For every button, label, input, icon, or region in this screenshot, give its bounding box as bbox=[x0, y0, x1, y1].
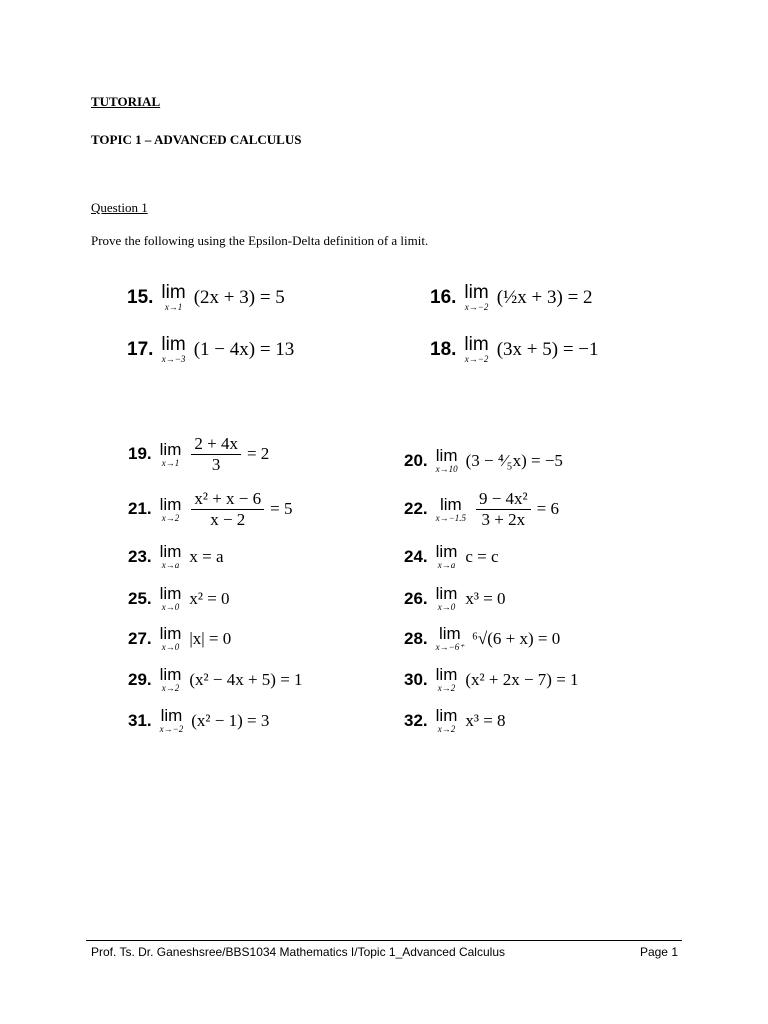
problem-21 bbox=[128, 489, 292, 529]
problem-number: 20. bbox=[404, 450, 428, 470]
limit-expression: x² = 0 bbox=[189, 588, 230, 608]
problem-number: 25. bbox=[128, 588, 152, 608]
problem-number: 32. bbox=[404, 710, 428, 730]
problem-number: 23. bbox=[128, 546, 152, 566]
limit-expression: (1 − 4x) = 13 bbox=[193, 338, 295, 360]
limit-operator: lim x→−1.5 bbox=[435, 494, 466, 523]
limit-operator: lim x→1 bbox=[159, 439, 182, 468]
topic-heading: TOPIC 1 – ADVANCED CALCULUS bbox=[91, 132, 302, 147]
problem-number: 26. bbox=[404, 588, 428, 608]
limit-operator: lim x→a bbox=[159, 542, 182, 570]
question-label: Question 1 bbox=[91, 200, 148, 215]
tutorial-heading: TUTORIAL bbox=[91, 94, 161, 109]
limit-operator: lim x→−2 bbox=[464, 334, 489, 364]
problem-27 bbox=[128, 625, 231, 652]
problem-number: 24. bbox=[404, 546, 428, 566]
problem-18 bbox=[430, 335, 599, 364]
limit-operator: lim x→2 bbox=[159, 494, 182, 523]
problem-31 bbox=[128, 707, 269, 734]
problem-number: 29. bbox=[128, 669, 152, 689]
limit-expression: (3 − ⁴⁄₅x) = −5 bbox=[465, 450, 563, 470]
limit-operator: lim x→a bbox=[435, 542, 458, 570]
problem-24 bbox=[404, 543, 499, 570]
limit-operator: lim x→−2 bbox=[159, 706, 184, 734]
question-instruction: Prove the following using the Epsilon-Delta definition of a limit. bbox=[91, 233, 429, 248]
fraction: $\frac{\text{9 − 4x²}}{3 + 2x}$ bbox=[476, 489, 531, 529]
limit-operator: lim x→−6⁺ bbox=[435, 624, 464, 652]
problem-29 bbox=[128, 666, 303, 693]
limit-expression: (3x + 5) = −1 bbox=[496, 338, 599, 360]
problem-23 bbox=[128, 543, 224, 570]
problem-17 bbox=[127, 335, 294, 364]
limit-expression: = 6 bbox=[536, 499, 559, 519]
limit-expression: x = a bbox=[189, 546, 224, 566]
problem-number: 16. bbox=[430, 286, 457, 308]
problem-number: 28. bbox=[404, 628, 428, 648]
limit-expression: (2x + 3) = 5 bbox=[193, 286, 285, 308]
problem-28 bbox=[404, 625, 560, 652]
limit-operator: lim x→−3 bbox=[161, 334, 186, 364]
footer-text: Prof. Ts. Dr. Ganeshsree/BBS1034 Mathematics I/Topic 1_Advanced Calculus bbox=[91, 945, 505, 959]
limit-expression: |x| = 0 bbox=[189, 628, 232, 648]
problem-number: 31. bbox=[128, 710, 152, 730]
limit-operator: lim x→0 bbox=[159, 584, 182, 612]
problem-number: 21. bbox=[128, 499, 152, 519]
problem-number: 18. bbox=[430, 338, 457, 360]
limit-operator: lim x→0 bbox=[435, 584, 458, 612]
footer-divider bbox=[86, 940, 682, 941]
fraction: $\frac{\text{x² + x − 6}}{x - 2}$ bbox=[191, 489, 264, 529]
fraction: $\frac{2 + 4x}{3}$ bbox=[191, 434, 241, 474]
problem-22 bbox=[404, 489, 559, 529]
problem-32 bbox=[404, 707, 506, 734]
limit-operator: lim x→−2 bbox=[464, 282, 489, 312]
limit-expression: = 5 bbox=[270, 499, 293, 519]
limit-expression: x³ = 8 bbox=[465, 710, 506, 730]
limit-operator: lim x→2 bbox=[435, 706, 458, 734]
limit-expression: (x² − 1) = 3 bbox=[191, 710, 270, 730]
problem-number: 22. bbox=[404, 499, 428, 519]
problem-26 bbox=[404, 585, 506, 612]
limit-operator: lim x→1 bbox=[161, 282, 186, 312]
limit-expression: = 2 bbox=[246, 444, 270, 464]
limit-operator: lim x→0 bbox=[159, 624, 182, 652]
problem-number: 27. bbox=[128, 628, 152, 648]
limit-operator: lim x→10 bbox=[435, 446, 458, 474]
page-number: Page 1 bbox=[639, 945, 678, 959]
problem-number: 17. bbox=[127, 338, 154, 360]
limit-expression: (½x + 3) = 2 bbox=[496, 286, 593, 308]
limit-expression: c = c bbox=[465, 546, 499, 566]
problem-30 bbox=[404, 666, 579, 693]
problem-number: 15. bbox=[127, 286, 154, 308]
problem-20 bbox=[404, 447, 563, 474]
problem-number: 19. bbox=[128, 444, 152, 464]
problem-number: 30. bbox=[404, 669, 428, 689]
problem-16 bbox=[430, 283, 593, 312]
problem-25 bbox=[128, 585, 230, 612]
problem-19 bbox=[128, 434, 269, 474]
limit-expression: (x² − 4x + 5) = 1 bbox=[189, 669, 303, 689]
limit-expression: (x² + 2x − 7) = 1 bbox=[465, 669, 579, 689]
limit-operator: lim x→2 bbox=[435, 665, 458, 693]
limit-operator: lim x→2 bbox=[159, 665, 182, 693]
problem-15 bbox=[127, 283, 285, 312]
limit-expression: ⁶√(6 + x) = 0 bbox=[471, 628, 561, 648]
limit-expression: x³ = 0 bbox=[465, 588, 506, 608]
